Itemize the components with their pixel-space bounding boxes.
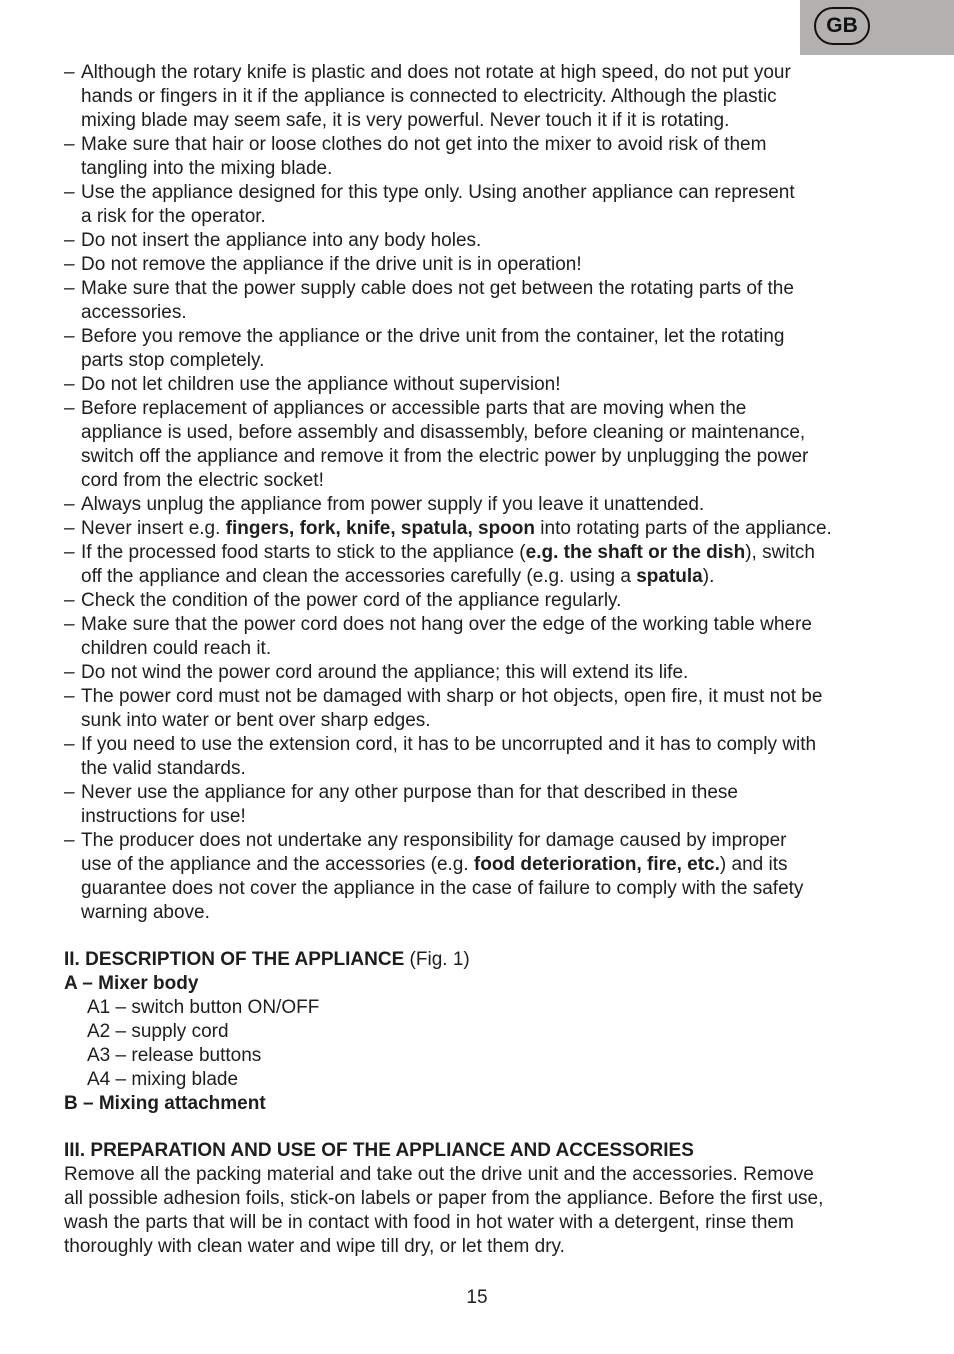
list-item-line — [81, 493, 894, 517]
preparation-section — [64, 1139, 894, 1259]
list-item-line — [81, 349, 894, 373]
bullet-dash: – — [64, 398, 75, 419]
list-item-line — [81, 565, 894, 589]
list-item — [64, 517, 894, 541]
list-item-line — [81, 541, 894, 565]
emphasis-text: fingers, fork, knife, spatula, spoon — [225, 518, 535, 539]
bullet-dash: – — [64, 326, 75, 347]
list-item — [64, 397, 894, 493]
list-item-line — [81, 781, 894, 805]
emphasis-text: food deterioration, fire, etc. — [473, 854, 720, 875]
text-run: The power cord must not be damaged with sharp or hot objects, open fire, it must not be — [81, 686, 823, 707]
list-item-line — [81, 301, 894, 325]
list-item — [64, 133, 894, 181]
bullet-dash: – — [64, 686, 75, 707]
text-run: Make sure that the power supply cable does not get between the rotating parts of the — [81, 278, 794, 299]
list-item-line — [81, 877, 894, 901]
text-run: Check the condition of the power cord of the appliance regularly. — [81, 590, 622, 611]
text-run: Do not remove the appliance if the drive unit is in operation! — [81, 254, 582, 275]
list-item — [64, 589, 894, 613]
bullet-dash: – — [64, 254, 75, 275]
text-run: Make sure that the power cord does not hang over the edge of the working table where — [81, 614, 812, 635]
list-item — [64, 781, 894, 829]
text-run: Never insert e.g. — [81, 518, 226, 539]
text-run: hands or fingers in it if the appliance is connected to electricity. Although the plastic — [81, 86, 777, 107]
list-item-line — [81, 181, 894, 205]
list-item-line — [81, 637, 894, 661]
list-item-line — [81, 517, 894, 541]
safety-warnings-list — [64, 61, 894, 925]
list-item — [64, 613, 894, 661]
part-a-item: A2 – supply cord — [87, 1021, 229, 1042]
list-item-line — [81, 397, 894, 421]
bullet-dash: – — [64, 662, 75, 683]
text-run: Do not wind the power cord around the appliance; this will extend its life. — [81, 662, 689, 683]
list-item-line — [81, 277, 894, 301]
bullet-dash: – — [64, 374, 75, 395]
text-run: mixing blade may seem safe, it is very powerful. Never touch it if it is rotating. — [81, 110, 730, 131]
text-run: warning above. — [81, 902, 210, 923]
emphasis-text: e.g. the shaft or the dish — [525, 542, 746, 563]
list-item-line — [81, 733, 894, 757]
text-run: use of the appliance and the accessories (e.g. — [81, 854, 474, 875]
list-item-line — [81, 325, 894, 349]
list-item-line — [81, 373, 894, 397]
text-run: If the processed food starts to stick to the appliance ( — [81, 542, 526, 563]
text-run: The producer does not undertake any responsibility for damage caused by improper — [81, 830, 787, 851]
part-a-item: A4 – mixing blade — [87, 1069, 239, 1090]
description-heading: II. DESCRIPTION OF THE APPLIANCE — [64, 949, 405, 970]
list-item-line — [81, 229, 894, 253]
list-item — [64, 493, 894, 517]
list-item-line — [81, 469, 894, 493]
page-number: 15 — [466, 1287, 488, 1308]
preparation-heading: III. PREPARATION AND USE OF THE APPLIANCE AND ACCESSORIES — [64, 1140, 694, 1161]
list-item — [64, 229, 894, 253]
text-run: sunk into water or bent over sharp edges. — [81, 710, 431, 731]
part-a-title: A – Mixer body — [64, 973, 199, 994]
list-item — [64, 181, 894, 229]
list-item-line — [81, 205, 894, 229]
text-run: into rotating parts of the appliance. — [535, 518, 832, 539]
list-item — [64, 829, 894, 925]
list-item-line — [81, 805, 894, 829]
list-item — [64, 277, 894, 325]
emphasis-text: spatula — [636, 566, 703, 587]
language-badge — [814, 7, 870, 45]
text-run: parts stop completely. — [81, 350, 265, 371]
text-run: ). — [702, 566, 715, 587]
list-item-line — [81, 109, 894, 133]
part-a-item: A3 – release buttons — [87, 1045, 262, 1066]
list-item-line — [81, 829, 894, 853]
text-run: switch off the appliance and remove it from the electric power by unplugging the power — [81, 446, 809, 467]
list-item-line — [81, 901, 894, 925]
text-run: Never use the appliance for any other purpose than for that described in these — [81, 782, 738, 803]
list-item — [64, 253, 894, 277]
list-item — [64, 61, 894, 133]
list-item — [64, 373, 894, 397]
list-item — [64, 325, 894, 373]
list-item-line — [81, 685, 894, 709]
figure-reference: (Fig. 1) — [404, 949, 470, 970]
text-run: ), switch — [745, 542, 815, 563]
list-item — [64, 733, 894, 781]
text-run: guarantee does not cover the appliance in the case of failure to comply with the safety — [81, 878, 804, 899]
description-heading-line — [64, 948, 894, 972]
text-run: Do not let children use the appliance without supervision! — [81, 374, 561, 395]
bullet-dash: – — [64, 494, 75, 515]
text-run: Do not insert the appliance into any body holes. — [81, 230, 482, 251]
bullet-dash: – — [64, 230, 75, 251]
text-run: a risk for the operator. — [81, 206, 266, 227]
manual-page-content — [64, 61, 894, 1259]
list-item — [64, 661, 894, 685]
list-item-line — [81, 157, 894, 181]
list-item — [64, 685, 894, 733]
bullet-dash: – — [64, 614, 75, 635]
language-code: GB — [826, 14, 858, 37]
part-b-title: B – Mixing attachment — [64, 1093, 266, 1114]
bullet-dash: – — [64, 590, 75, 611]
list-item — [64, 541, 894, 589]
preparation-line: thoroughly with clean water and wipe till dry, or let them dry. — [64, 1236, 565, 1257]
preparation-line: Remove all the packing material and take out the drive unit and the accessories. Remove — [64, 1164, 814, 1185]
bullet-dash: – — [64, 830, 75, 851]
text-run: Before you remove the appliance or the drive unit from the container, let the rotating — [81, 326, 785, 347]
text-run: instructions for use! — [81, 806, 246, 827]
text-run: ) and its — [719, 854, 788, 875]
list-item-line — [81, 421, 894, 445]
text-run: children could reach it. — [81, 638, 272, 659]
text-run: Use the appliance designed for this type only. Using another appliance can represent — [81, 182, 795, 203]
text-run: the valid standards. — [81, 758, 246, 779]
text-run: Make sure that hair or loose clothes do not get into the mixer to avoid risk of them — [81, 134, 767, 155]
bullet-dash: – — [64, 542, 75, 563]
text-run: Before replacement of appliances or accessible parts that are moving when the — [81, 398, 747, 419]
list-item-line — [81, 253, 894, 277]
list-item-line — [81, 133, 894, 157]
preparation-line: all possible adhesion foils, stick-on labels or paper from the appliance. Before the first use, — [64, 1188, 824, 1209]
list-item-line — [81, 589, 894, 613]
part-a-item: A1 – switch button ON/OFF — [87, 997, 320, 1018]
list-item-line — [81, 853, 894, 877]
text-run: accessories. — [81, 302, 187, 323]
text-run: Although the rotary knife is plastic and does not rotate at high speed, do not put your — [81, 62, 791, 83]
preparation-line: wash the parts that will be in contact with food in hot water with a detergent, rinse them — [64, 1212, 794, 1233]
list-item-line — [81, 757, 894, 781]
bullet-dash: – — [64, 782, 75, 803]
list-item-line — [81, 709, 894, 733]
list-item-line — [81, 61, 894, 85]
list-item-line — [81, 613, 894, 637]
bullet-dash: – — [64, 734, 75, 755]
spacer — [64, 925, 894, 948]
bullet-dash: – — [64, 278, 75, 299]
text-run: tangling into the mixing blade. — [81, 158, 333, 179]
list-item-line — [81, 85, 894, 109]
list-item-line — [81, 445, 894, 469]
bullet-dash: – — [64, 62, 75, 83]
bullet-dash: – — [64, 134, 75, 155]
text-run: appliance is used, before assembly and disassembly, before cleaning or maintenance, — [81, 422, 806, 443]
text-run: cord from the electric socket! — [81, 470, 324, 491]
list-item-line — [81, 661, 894, 685]
text-run: Always unplug the appliance from power supply if you leave it unattended. — [81, 494, 705, 515]
description-section — [64, 948, 894, 1116]
text-run: If you need to use the extension cord, it has to be uncorrupted and it has to comply with — [81, 734, 817, 755]
text-run: off the appliance and clean the accessories carefully (e.g. using a — [81, 566, 637, 587]
bullet-dash: – — [64, 182, 75, 203]
bullet-dash: – — [64, 518, 75, 539]
spacer — [64, 1116, 894, 1139]
